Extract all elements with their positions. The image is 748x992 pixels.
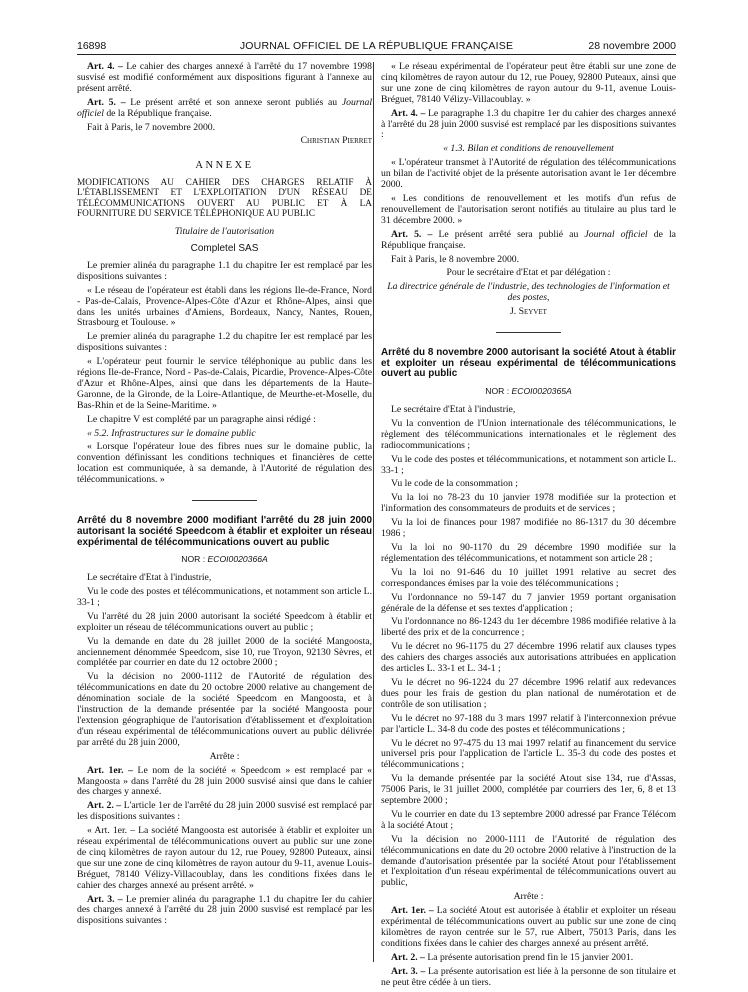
page-header [77,40,676,55]
issue-date: 28 novembre 2000 [588,40,676,52]
quote-heading: « 5.2. Infrastructures sur le domaine public [87,427,256,439]
visa: Vu le décret no 97-475 du 13 mai 1997 relatif au financement du service universel pris pour l'application de l'article L. 35-3 du code des postes et télécommunications ; [381,737,676,771]
visa: Vu le code des postes et télécommunications, et notamment son article L. 33-1 ; [77,586,372,608]
article-1: Art. 1er. – La société Atout est autorisée à établir et exploiter un réseau expérimental de télécommunications ouvert au public sur une zone de cinq kilomètres de rayon centrée sur le 57, rue Albert, 75013 Paris, dans les conditions fixées dans le cahier des charges annexé au présent arrêté. [381,905,677,949]
visa: Vu l'ordonnance no 86-1243 du 1er décembre 1986 modifiée relative à la liberté des prix et de la concurrence ; [381,616,676,639]
visa: Le secrétaire d'Etat à l'industrie, [391,404,516,416]
quote: « L'opérateur peut fournir le service téléphonique au public dans les régions Ile-de-France, Nord - Pas-de-Calais, Picardie, Provence-Alpes-Côte d'Azur et Rhône-Alpes, ainsi que dans les départements de la Haute-Garonne, de la Gironde, de la Loire-Atlantique, de Meurthe-et-Moselle, du Bas-Rhin et de la Seine-Maritime. » [77,356,372,411]
article-5: Art. 5. – Le présent arrêté et son annexe seront publiés au Journal officiel de la République française. [77,96,373,119]
delegation: Pour le secrétaire d'Etat et par délégation : [446,267,611,279]
paragraph: Le premier alinéa du paragraphe 1.1 du chapitre Ier est remplacé par les dispositions suivantes : [77,259,372,282]
arrete-title-speedcom: Arrêté du 8 novembre 2000 modifiant l'arrêté du 28 juin 2000 autorisant la société Speedcom à établir et exploiter un réseau expérimental de télécommunications ouvert au public [77,515,372,548]
quote: « Les conditions de renouvellement et les motifs d'un refus de renouvellement de l'autorisation seront notifiés au titulaire au plus tard le 31 décembre 2000. » [381,192,676,226]
visa: Le secrétaire d'Etat à l'industrie, [87,572,212,584]
visa: Vu la loi de finances pour 1987 modifiée no 86-1317 du 30 décembre 1986 ; [381,517,676,540]
visa: Vu l'arrêté du 28 juin 2000 autorisant la société Speedcom à établir et exploiter un réseau de télécommunications ouvert au public ; [77,610,372,633]
article-3: Art. 3. – La présente autorisation est liée à la personne de son titulaire et ne peut être cédée à un tiers. [381,965,677,988]
annexe-title: ANNEXE [195,160,254,172]
article-4: Art. 4. – Le paragraphe 1.3 du chapitre 1er du cahier des charges annexé à l'arrêté du 28 juin 2000 susvisé est remplacé par les dispositions suivantes : [381,107,676,141]
visa: Vu la décision no 2000-1111 de l'Autorité de régulation des télécommunications en date du 20 octobre 2000 relative à l'instruction de la demande d'autorisation présentée par la société Atout pour l'établissement et l'exploitation d'un réseau expérimental de télécommunications ouvert au public, [381,833,676,889]
signature: Christian Pierret [300,135,372,147]
visa: Vu la demande présentée par la société Atout sise 134, rue d'Assas, 75006 Paris, le 31 juillet 2000, complétée par courriers des 1er, 6, 8 et 13 septembre 2000 ; [381,773,676,807]
nor-reference: NOR : ECOI0020366A [181,554,268,565]
quote: « Lorsque l'opérateur loue des fibres nues sur le domaine public, la convention définissant les conditions techniques et financières de cette location est communiquée, à sa demande, à l'Autorité de régulation des télécommunications. » [77,441,372,486]
article-2: Art. 2. – La présente autorisation prend fin le 15 janvier 2001. [391,951,634,963]
article-5: Art. 5. – Le présent arrêté sera publié au Journal officiel de la République française. [381,228,676,251]
visa: Vu l'ordonnance no 59-147 du 7 janvier 1959 portant organisation générale de la défense et ses textes d'application ; [381,591,676,614]
visa: Vu la loi no 90-1170 du 29 décembre 1990 modifiée sur la réglementation des télécommunications, et notamment son article 28 ; [381,542,676,564]
section-separator [77,494,372,508]
left-column [77,62,372,930]
right-column [381,62,676,992]
signature: J. Seyvet [510,306,547,318]
article-3: Art. 3. – Le premier alinéa du paragraphe 1.1 du chapitre Ier du cahier des charges annexé à l'arrêté du 28 juin 2000 susvisé est remplacé par les dispositions suivantes : [77,893,372,927]
visa: Vu le décret no 97-188 du 3 mars 1997 relatif à l'interconnexion prévue par l'article L. 34-8 du code des postes et télécommunications ; [381,712,676,735]
quote-heading: « 1.3. Bilan et conditions de renouvellement [443,143,614,155]
journal-title: JOURNAL OFFICIEL DE LA RÉPUBLIQUE FRANÇAISE [239,40,514,52]
quote: « Le réseau de l'opérateur est établi dans les régions Ile-de-France, Nord - Pas-de-Calais, Provence-Alpes-Côte d'Azur et Rhône-Alpes, ainsi que dans les unités urbaines d'Amiens, Bordeaux, Nancy, Nantes, Rouen, Strasbourg et Toulouse. » [77,284,372,329]
visa: Vu la demande en date du 28 juillet 2000 de la société Mangoosta, anciennement dénommée Speedcom, sise 10, rue Troyon, 92130 Sèvres, et complétée par courrier en date du 12 octobre 2000 ; [77,635,372,669]
arrete-word: Arrête : [209,750,240,762]
visa: Vu la loi no 78-23 du 10 janvier 1978 modifiée sur la protection et l'information des consommateurs de produits et de services ; [381,492,676,515]
visa: Vu le code de la consommation ; [391,478,518,490]
fait-a-paris: Fait à Paris, le 7 novembre 2000. [87,121,216,133]
quote: « L'opérateur transmet à l'Autorité de régulation des télécommunications un bilan de l'activité objet de la présente autorisation avant le 1er décembre 2000. [381,157,676,191]
visa: Vu le code des postes et télécommunications, et notamment son article L. 33-1 ; [381,453,676,476]
page-number: 16898 [77,40,107,52]
article-4: Art. 4. – Le cahier des charges annexé à l'arrêté du 17 novembre 1998 susvisé est modifié conformément aux dispositions figurant à l'annexe au présent arrêté. [77,61,372,94]
column-divider [373,62,374,962]
company-name: Completel SAS [190,242,259,254]
titulaire-heading: Titulaire de l'autorisation [174,226,275,238]
visa: Vu la décision no 2000-1112 de l'Autorité de régulation des télécommunications en date du 20 octobre 2000 relative au changement de dénomination sociale de la société Speedcom en Mangoosta, et à l'instruction de la demande présentée par la société Mangoosta pour l'extension géographique de l'autorisation d'établissement et d'exploitation d'un réseau expérimental de télécommunications ouvert au public délivrée par arrêté du 28 juin 2000, [77,671,372,748]
visa: Vu le décret no 96-1175 du 27 décembre 1996 relatif aux clauses types des cahiers des charges associés aux autorisations attribuées en application des articles L. 33-1 et L. 34-1 ; [381,641,676,675]
article-1: Art. 1er. – Le nom de la société « Speedcom » est remplacé par « Mangoosta » dans l'arrêté du 28 juin 2000 susvisé ainsi que dans le cahier des charges y annexé. [77,764,373,798]
annexe-subtitle: MODIFICATIONS AU CAHIER DES CHARGES RELATIF À L'ÉTABLISSEMENT ET L'EXPLOITATION D'UN RÉSEAU DE TÉLÉCOMMUNICATIONS OUVERT AU PUBLIC ET À LA FOURNITURE DU SERVICE TÉLÉPHONIQUE AU PUBLIC [77,178,372,219]
nor-reference: NOR : ECOI0020365A [485,386,572,397]
visa: Vu le décret no 96-1224 du 27 décembre 1996 relatif aux redevances dues pour les frais de gestion du plan national de numérotation et de contrôle de son utilisation ; [381,676,676,710]
directrice: La directrice générale de l'industrie, des technologies de l'information et des postes, [387,281,670,304]
article-2: Art. 2. – L'article 1er de l'arrêté du 28 juin 2000 susvisé est remplacé par les dispositions suivantes : [77,800,372,823]
arrete-title-atout: Arrêté du 8 novembre 2000 autorisant la société Atout à établir et exploiter un réseau expérimental de télécommunications ouvert au public [381,347,676,380]
paragraph: Le chapitre V est complété par un paragraphe ainsi rédigé : [87,413,316,425]
visa: Vu la convention de l'Union internationale des télécommunications, le règlement des télécommunications internationales et le règlement des radiocommunications ; [381,417,676,451]
quote: « Le réseau expérimental de l'opérateur peut être établi sur une zone de cinq kilomètres de rayon autour du 12, rue Pouey, 92800 Puteaux, ainsi que sur une zone de cinq kilomètres de rayon autour du 9-11, avenue Louis-Bréguet, 78140 Vélizy-Villacoublay. » [381,61,676,105]
arrete-word: Arrête : [513,891,544,903]
paragraph: Le premier alinéa du paragraphe 1.2 du chapitre Ier est remplacé par les dispositions suivantes : [77,331,372,354]
section-separator [381,326,676,340]
visa: Vu la loi no 91-646 du 10 juillet 1991 relative au secret des correspondances émises par la voie des télécommunications ; [381,566,676,589]
visa: Vu le courrier en date du 13 septembre 2000 adressé par France Télécom à la société Atout ; [381,808,676,831]
quote: « Art. 1er. – La société Mangoosta est autorisée à établir et exploiter un réseau expérimental de télécommunications ouvert au public sur une zone de cinq kilomètres de rayon autour du 12, rue Pouey, 92800 Puteaux, ainsi que sur une zone de cinq kilomètres de rayon autour du 9-11, avenue Louis-Bréguet, 78140 Vélizy-Villacoublay, dans les conditions fixées dans le cahier des charges annexé au présent arrêté. » [77,825,372,891]
fait-a-paris: Fait à Paris, le 8 novembre 2000. [391,253,520,265]
